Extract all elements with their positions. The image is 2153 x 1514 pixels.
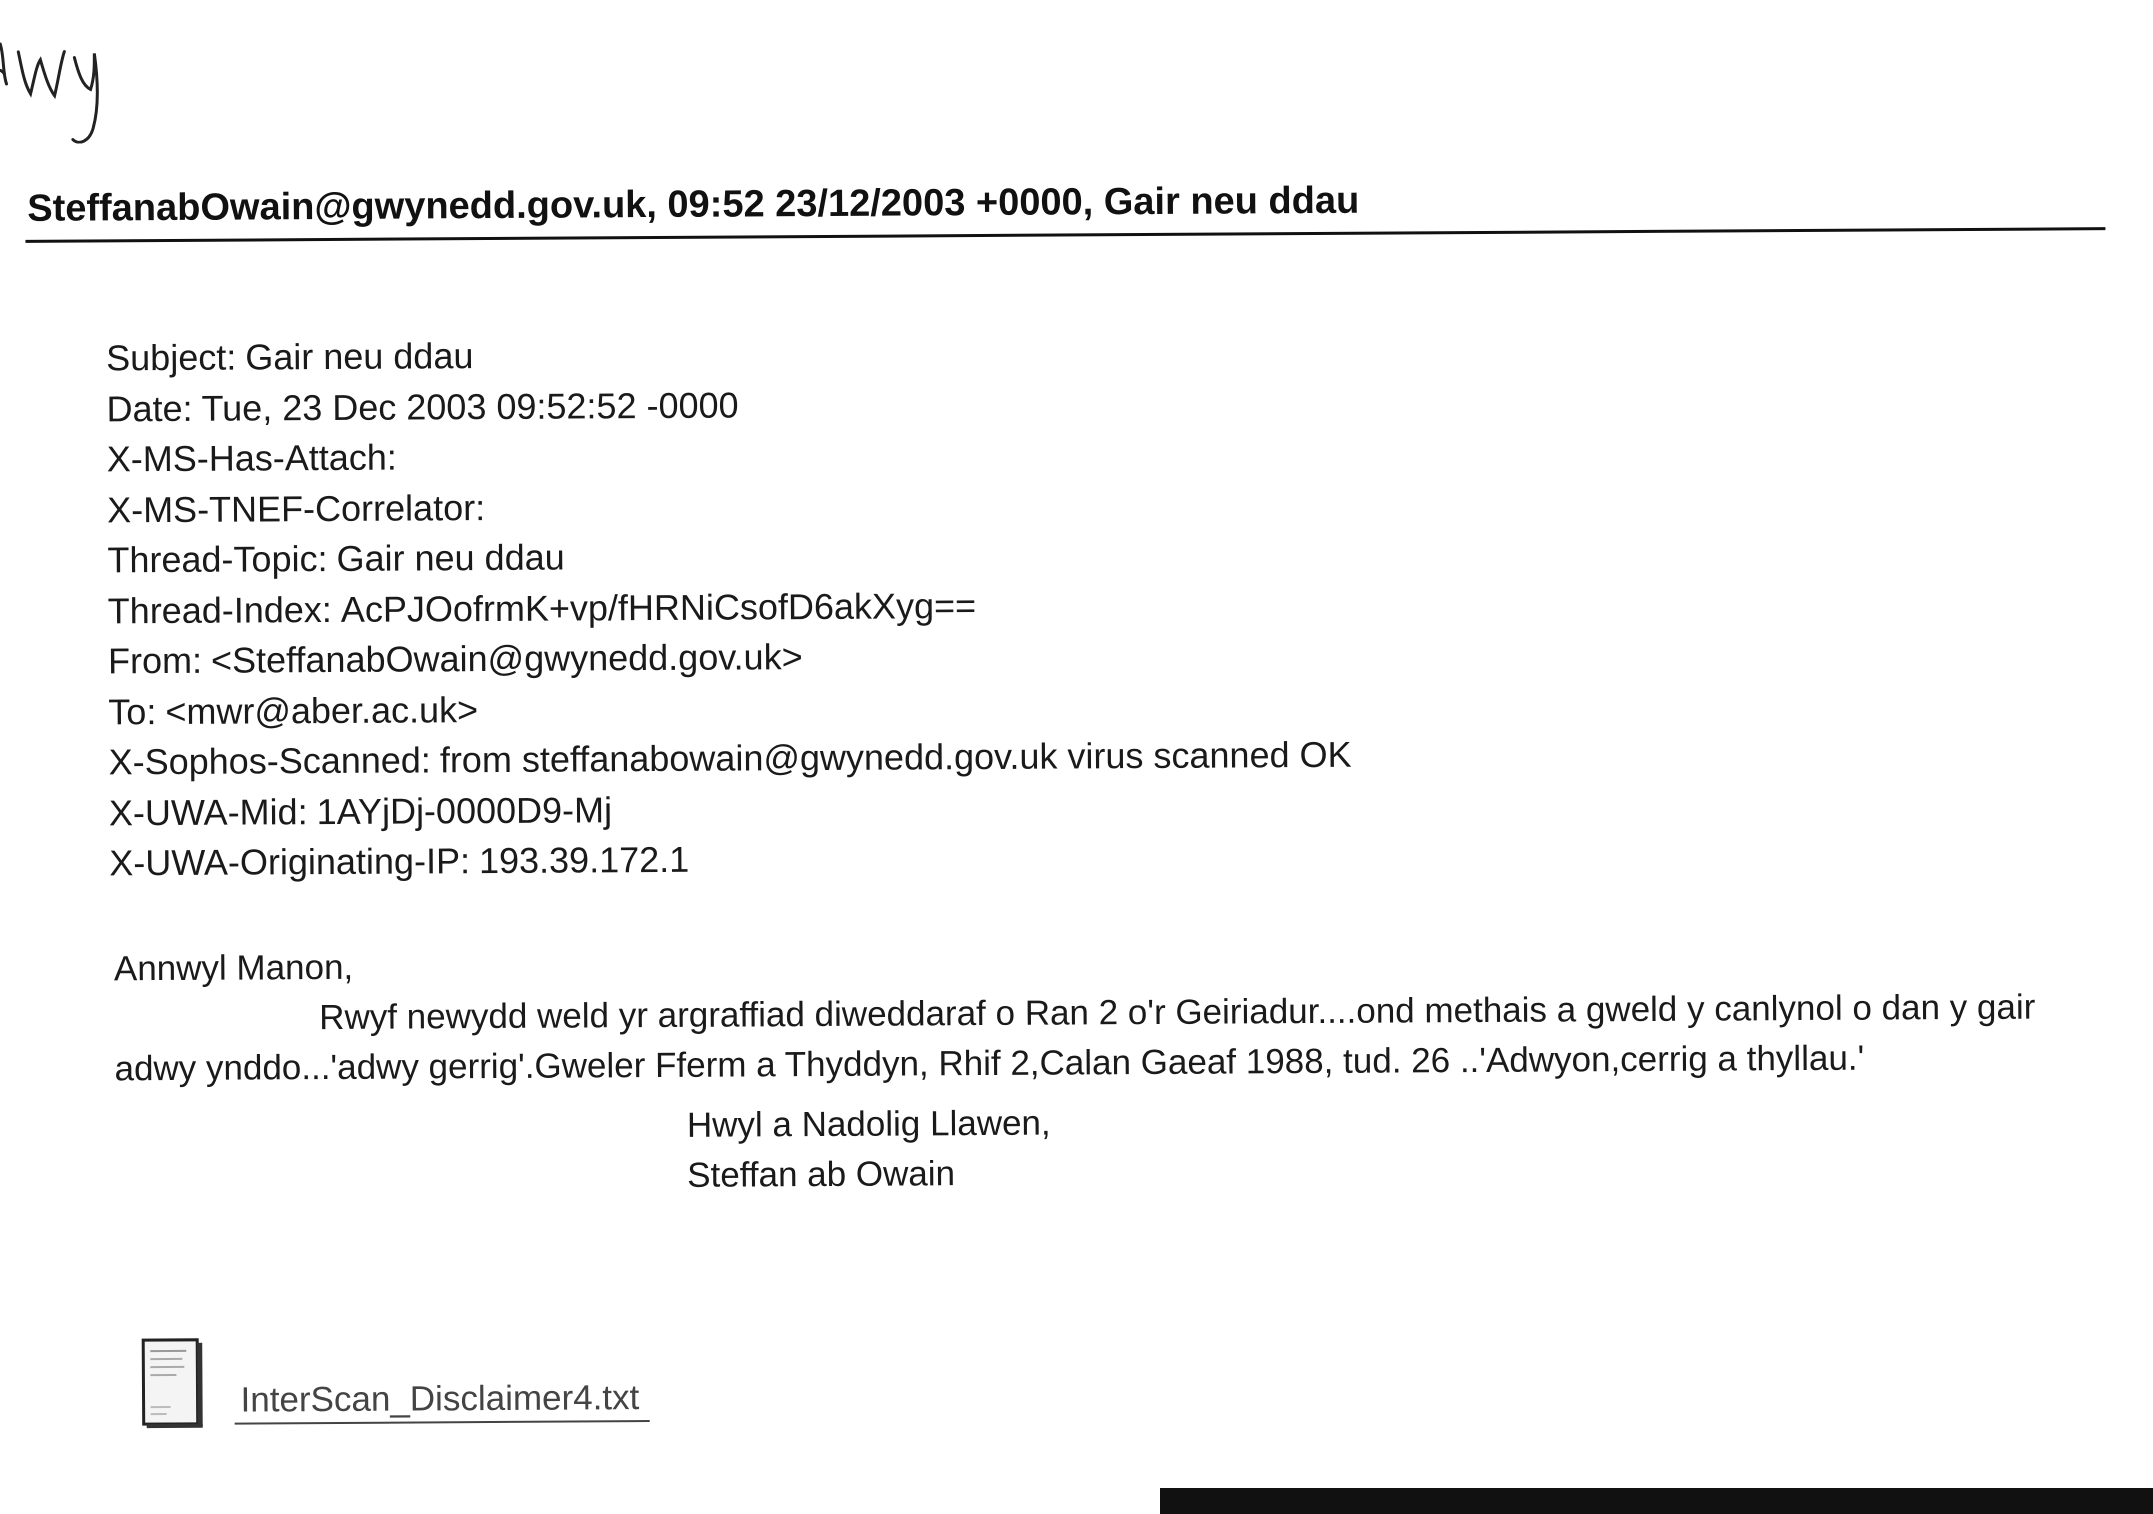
header-from bbox=[108, 629, 1351, 687]
header-key: X-Sophos-Scanned: bbox=[109, 739, 431, 782]
scan-edge-shadow bbox=[1160, 1488, 2153, 1514]
header-value: <mwr@aber.ac.uk> bbox=[165, 689, 478, 732]
signoff-name: Steffan ab Owain bbox=[687, 1142, 2055, 1200]
header-value: <SteffanabOwain@gwynedd.gov.uk> bbox=[211, 636, 803, 681]
header-key: Subject: bbox=[106, 337, 236, 379]
signoff-greeting: Hwyl a Nadolig Llawen, bbox=[687, 1092, 2055, 1150]
header-value: Gair neu ddau bbox=[245, 335, 473, 377]
signoff bbox=[687, 1092, 2056, 1200]
salutation: Annwyl Manon, bbox=[114, 932, 2054, 994]
header-key: X-MS-Has-Attach: bbox=[107, 437, 397, 480]
header-x-ms-has-attach bbox=[107, 427, 1350, 485]
header-key: Thread-Index: bbox=[108, 588, 332, 630]
header-key: Date: bbox=[106, 387, 192, 429]
header-value: 1AYjDj-0000D9-Mj bbox=[316, 789, 612, 832]
header-to bbox=[108, 679, 1351, 737]
header-thread-topic bbox=[107, 528, 1350, 586]
header-subject bbox=[106, 326, 1349, 384]
header-key: To: bbox=[108, 691, 156, 732]
attachment[interactable] bbox=[140, 1334, 649, 1429]
attachment-filename-link[interactable]: InterScan_Disclaimer4.txt bbox=[234, 1378, 649, 1425]
header-value: from steffanabowain@gwynedd.gov.uk virus scanned OK bbox=[440, 734, 1352, 781]
header-x-sophos-scanned bbox=[109, 730, 1352, 788]
body-paragraph: Rwyf newydd weld yr argraffiad diweddaraf o Ran 2 o'r Geiriadur....ond methais a gweld y canlynol o dan y gair adwy ynddo...'adwy gerrig'.Gweler Fferm a Thyddyn, Rhif 2,Calan Gaeaf 1988, tud. 26 ..'Adwyon,cerrig a thyllau.' bbox=[114, 982, 2055, 1094]
header-thread-index bbox=[108, 578, 1351, 636]
header-key: From: bbox=[108, 640, 202, 682]
header-key: X-UWA-Mid: bbox=[109, 791, 308, 833]
header-key: X-UWA-Originating-IP: bbox=[109, 840, 470, 883]
header-key: X-MS-TNEF-Correlator: bbox=[107, 487, 485, 530]
header-x-uwa-originating-ip bbox=[109, 831, 1352, 889]
print-header-title: SteffanabOwain@gwynedd.gov.uk, 09:52 23/12/2003 +0000, Gair neu ddau bbox=[27, 180, 1359, 231]
handwritten-annotation bbox=[0, 13, 115, 144]
header-date bbox=[106, 376, 1349, 434]
header-value: Tue, 23 Dec 2003 09:52:52 -0000 bbox=[201, 384, 738, 428]
header-x-uwa-mid bbox=[109, 780, 1352, 838]
header-value: AcPJOofrmK+vp/fHRNiCsofD6akXyg== bbox=[341, 585, 976, 630]
header-x-ms-tnef-correlator bbox=[107, 477, 1350, 535]
header-value: 193.39.172.1 bbox=[479, 839, 689, 881]
text-file-icon[interactable] bbox=[140, 1337, 205, 1429]
header-key: Thread-Topic: bbox=[107, 538, 327, 580]
header-value: Gair neu ddau bbox=[336, 537, 564, 579]
email-body bbox=[114, 932, 2056, 1204]
header-divider bbox=[25, 227, 2105, 243]
email-headers bbox=[106, 326, 1352, 889]
